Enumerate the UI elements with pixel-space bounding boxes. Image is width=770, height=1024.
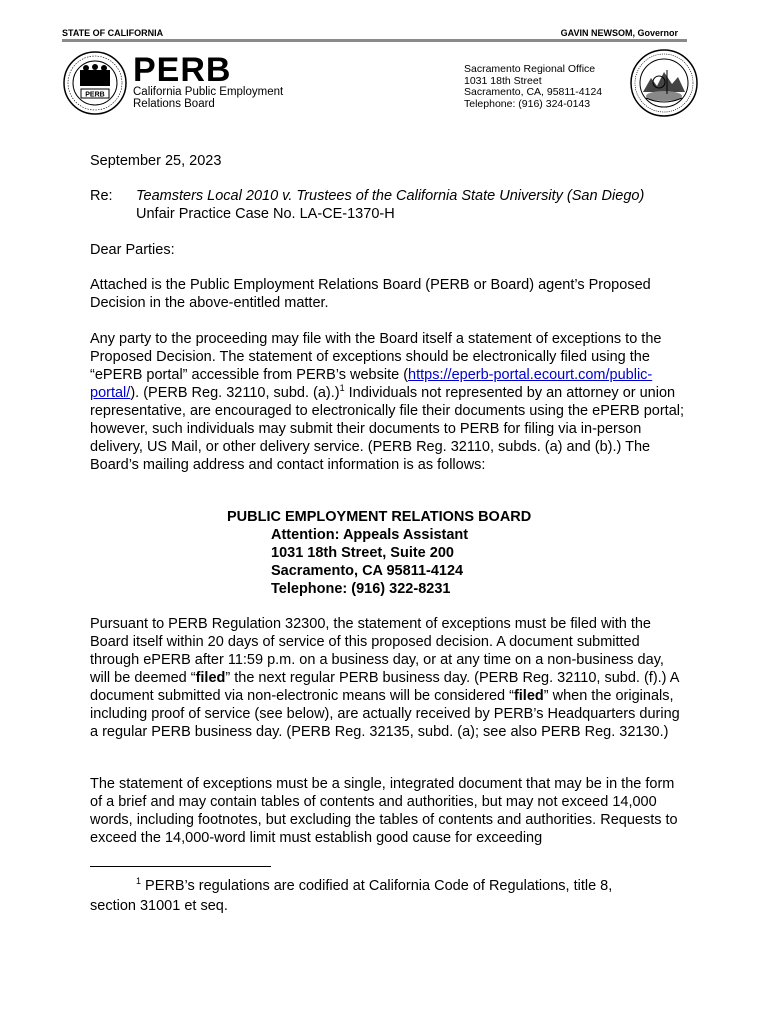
office-line-1: Sacramento Regional Office	[464, 63, 596, 75]
letter-date: September 25, 2023	[90, 153, 222, 169]
office-address	[464, 64, 602, 110]
logo-line-2: Relations Board	[133, 98, 215, 110]
footnote-reference: 1	[339, 383, 345, 394]
california-seal-icon	[629, 48, 699, 118]
perb-logo-subtitle	[133, 86, 283, 110]
filed-term-2: filed	[513, 688, 544, 704]
header-state: STATE OF CALIFORNIA	[62, 28, 164, 38]
paragraph-2	[90, 330, 685, 474]
paragraph-3-part-b: ” the next regular PERB business day. (PERB Reg. 32110, subd. (f).) A document submitted via non-electronic means will be considered “	[90, 670, 679, 704]
footnote-marker: 1	[136, 876, 142, 887]
paragraph-2-part-b: ). (PERB Reg. 32110, subd. (a).)	[130, 385, 340, 401]
address-street: 1031 18th Street, Suite 200	[271, 545, 454, 561]
footnote	[90, 876, 685, 916]
header-divider	[62, 39, 687, 42]
header-governor: GAVIN NEWSOM, Governor	[560, 28, 678, 38]
eperb-portal-link[interactable]: https://eperb-portal.ecourt.com/public-portal/	[90, 367, 653, 401]
filed-term-1: filed	[195, 670, 226, 686]
footnote-text-line-1: PERB’s regulations are codified at California Code of Regulations, title 8,	[141, 878, 613, 894]
address-phone: Telephone: (916) 322-8231	[271, 581, 451, 597]
seal-text: PERB	[85, 91, 105, 99]
perb-seal-icon	[62, 50, 128, 116]
salutation: Dear Parties:	[90, 242, 175, 258]
footnote-divider	[90, 866, 271, 867]
paragraph-1: Attached is the Public Employment Relations Board (PERB or Board) agent’s Proposed Decision in the above-entitled matter.	[90, 277, 651, 311]
footnote-text-line-2: section 31001 et seq.	[90, 898, 228, 914]
office-line-4: Telephone: (916) 324-0143	[464, 97, 591, 110]
address-title: PUBLIC EMPLOYMENT RELATIONS BOARD	[227, 509, 532, 525]
perb-logo: PERB	[133, 51, 232, 89]
re-label: Re:	[90, 188, 113, 204]
re-case-title: Teamsters Local 2010 v. Trustees of the California State University (San Diego)	[136, 188, 645, 204]
paragraph-3-part-c: ” when the originals, including proof of service (see below), are actually received by PERB’s Headquarters during a regular PERB business day. (PERB Reg. 32135, subd. (a); see also PERB Reg. 32130.)	[90, 688, 680, 740]
paragraph-2-part-a: Any party to the proceeding may file with the Board itself a statement of exceptions to the Proposed Decision. The statement of exceptions should be electronically filed using the “ePERB portal” accessible from PERB’s website (	[90, 331, 662, 383]
paragraph-2-part-c: Individuals not represented by an attorney or union representative, are encouraged to electronically file their documents using the ePERB portal; however, such individuals may submit their documents to PERB for filing via in-person delivery, US Mail, or other delivery service. (PERB Reg. 32110, subds. (a) and (b).) The Board’s mailing address and contact information is as follows:	[90, 385, 685, 473]
logo-line-1: California Public Employment	[133, 86, 284, 98]
paragraph-3-part-a: Pursuant to PERB Regulation 32300, the statement of exceptions must be filed with the Board itself within 20 days of service of this proposed decision. A document submitted through ePERB after 11:59 p.m. on a business day, or at any time on a non-business day, will be deemed “	[90, 616, 664, 686]
office-line-3: Sacramento, CA, 95811-4124	[464, 86, 603, 99]
re-subject	[136, 187, 644, 223]
paragraph-4: The statement of exceptions must be a single, integrated document that may be in the form of a brief and may contain tables of contents and authorities, but may not exceed 14,000 words, including footnotes, but excluding the tables of contents and authorities. Requests to exceed the 14,000-word limit must establish good cause for exceeding	[90, 776, 678, 846]
address-city: Sacramento, CA 95811-4124	[271, 563, 464, 579]
paragraph-3	[90, 615, 685, 741]
re-case-number: Unfair Practice Case No. LA-CE-1370-H	[136, 206, 395, 222]
office-line-2: 1031 18th Street	[464, 74, 542, 87]
address-attention: Attention: Appeals Assistant	[271, 527, 469, 543]
